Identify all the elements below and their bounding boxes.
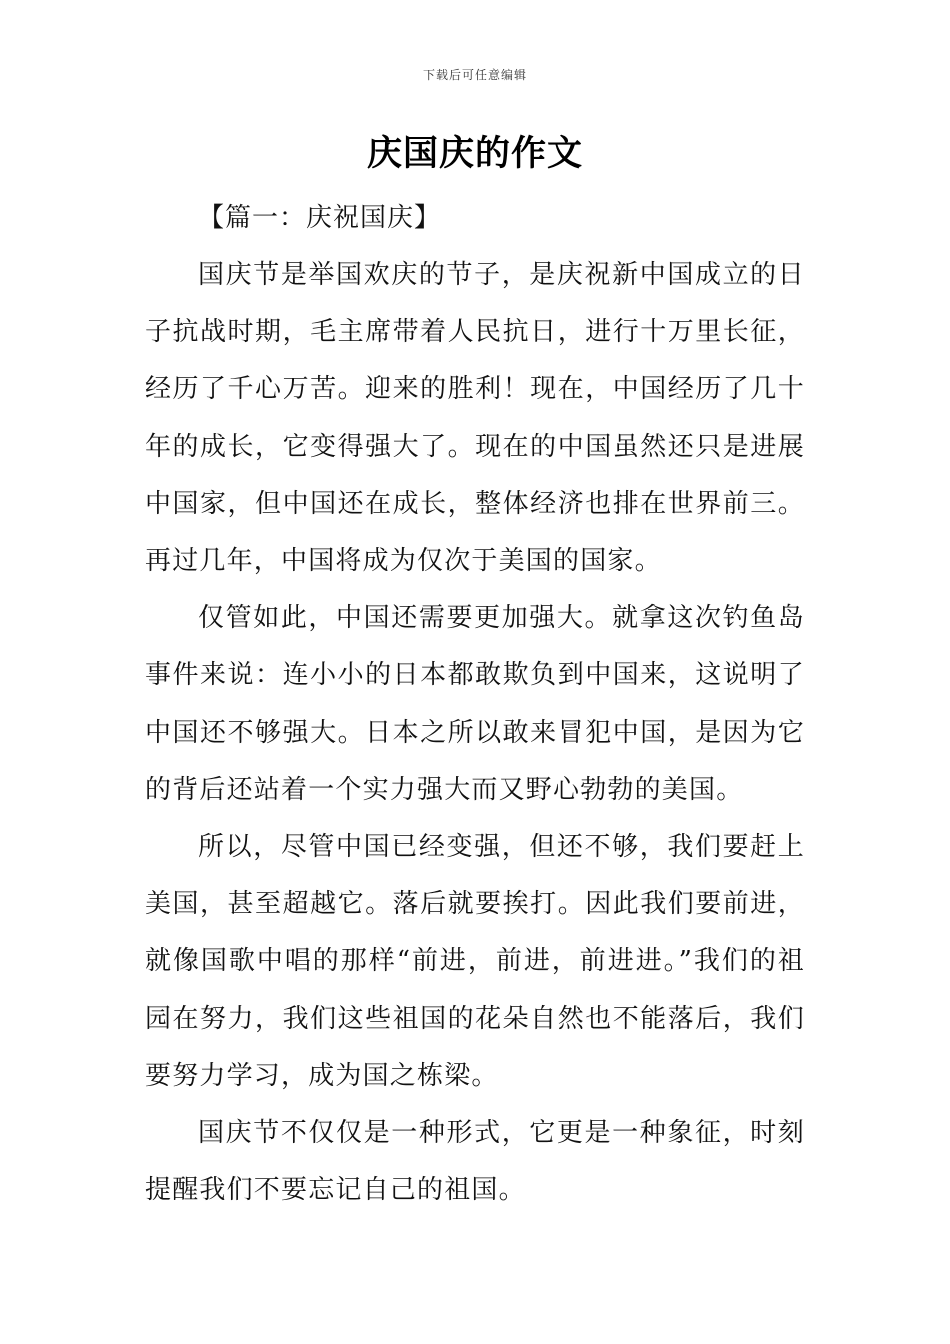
header-note: 下载后可任意编辑 [422,68,527,82]
paragraph-2: 仅管如此，中国还需要更加强大。就拿这次钓鱼岛事件来说：连小小的日本都敢欺负到中国来，这说明了中国还不够强大。日本之所以敢来冒犯中国，是因为它的背后还站着一个实力强大而又野心勃勃的美国。 [145,603,805,805]
document-body [145,190,805,1219]
paragraph-3: 所以，尽管中国已经变强，但还不够，我们要赶上美国，甚至超越它。落后就要挨打。因此我们要前进，就像国歌中唱的那样“前进，前进，前进进。”我们的祖园在努力，我们这些祖国的花朵自然也不能落后，我们要努力学习，成为国之栋梁。 [145,832,805,1091]
paragraph-1: 国庆节是举国欢庆的节子，是庆祝新中国成立的日子抗战时期，毛主席带着人民抗日，进行十万里长征，经历了千心万苦。迎来的胜利！现在，中国经历了几十年的成长，它变得强大了。现在的中国虽然还只是进展中国家，但中国还在成长，整体经济也排在世界前三。再过几年，中国将成为仅次于美国的国家。 [145,260,805,577]
paragraph-4: 国庆节不仅仅是一种形式，它更是一种象征，时刻提醒我们不要忘记自己的祖国。 [145,1118,805,1206]
section-heading: 【篇一：庆祝国庆】 [198,203,442,233]
document-title: 庆国庆的作文 [366,134,583,174]
